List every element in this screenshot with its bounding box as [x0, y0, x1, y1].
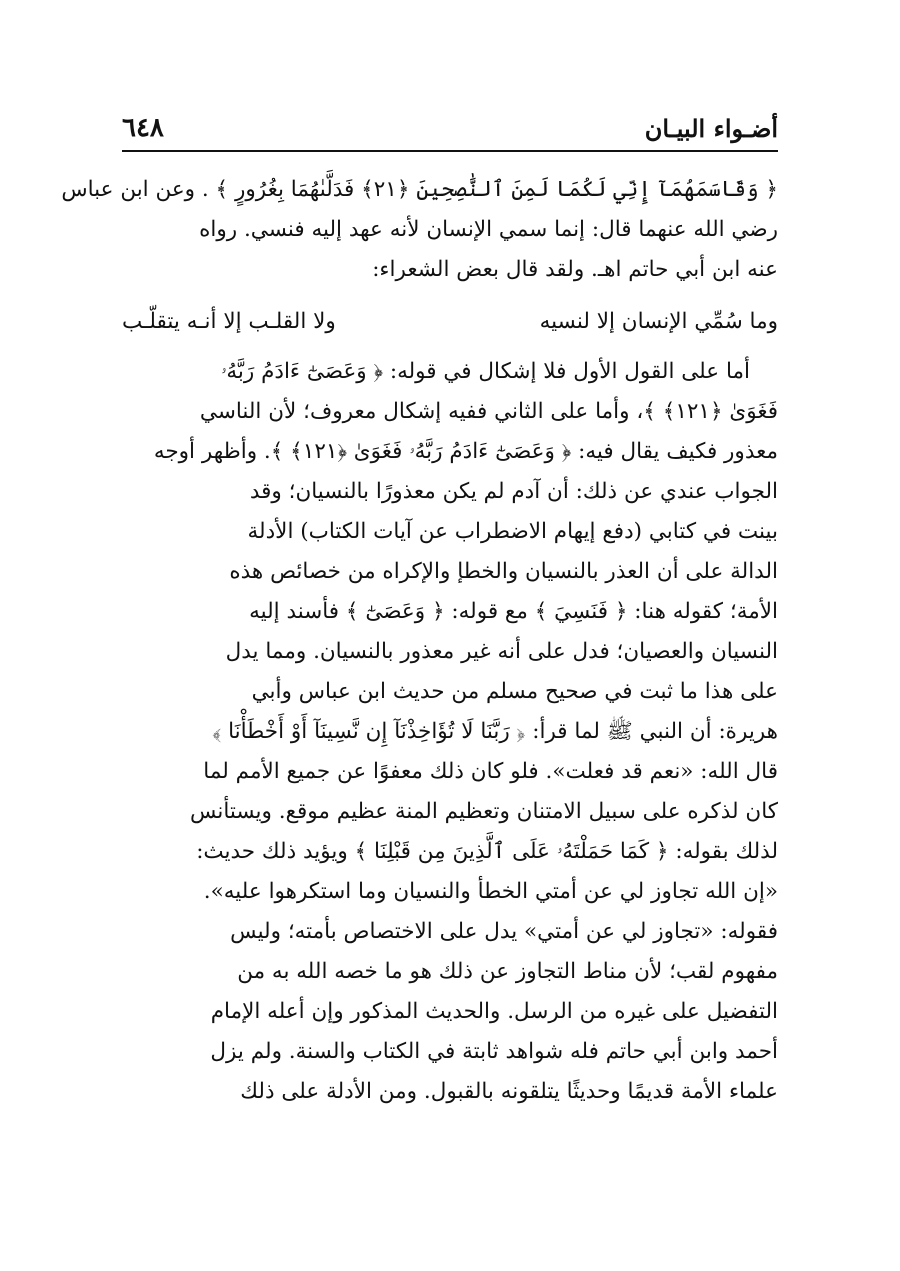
text-line: ﴿ وَقَاسَمَهُمَآ إِنِّي لَكُمَا لَمِنَ ٱلنَّٰصِحِينَ ﴿٢١﴾ فَدَلَّىٰهُمَا بِغُرُورٍ ﴾ . وعن ابن عباس [61, 177, 778, 202]
poem-hemistich-left: ولا القلـب إلا أنـه يتقلّـب [122, 309, 336, 334]
text-line: الدالة على أن العذر بالنسيان والخطإ والإكراه من خصائص هذه [229, 559, 778, 584]
text-line: مفهوم لقب؛ لأن مناط التجاوز عن ذلك هو ما خصه الله به من [237, 959, 778, 984]
text-line: معذور فكيف يقال فيه: ﴿ وَعَصَىٰٓ ءَادَمُ رَبَّهُۥ فَغَوَىٰ ﴿١٢١﴾ ﴾. وأظهر أوجه [153, 439, 778, 464]
text-line: رضي الله عنهما قال: إنما سمي الإنسان لأنه عهد إليه فنسي. رواه [199, 217, 778, 242]
text-line: كان لذكره على سبيل الامتنان وتعظيم المنة عظيم موقع. ويستأنس [189, 799, 778, 824]
text-line: قال الله: «نعم قد فعلت». فلو كان ذلك معفوًا عن جميع الأمم لما [203, 759, 778, 784]
page-body [61, 170, 778, 1112]
text-line: التفضيل على غيره من الرسل. والحديث المذكور وإن أعله الإمام [210, 999, 778, 1024]
poem-hemistich-right: وما سُمِّي الإنسان إلا لنسيه [539, 309, 778, 334]
text-line: أما على القول الأول فلا إشكال في قوله: ﴿ وَعَصَىٰٓ ءَادَمُ رَبَّهُۥ [220, 359, 750, 384]
text-line: بينت في كتابي (دفع إيهام الاضطراب عن آيات الكتاب) الأدلة [247, 519, 778, 544]
text-line: عنه ابن أبي حاتم اهـ. ولقد قال بعض الشعراء: [372, 257, 778, 282]
text-line: لذلك بقوله: ﴿ كَمَا حَمَلْتَهُۥ عَلَى ٱلَّذِينَ مِن قَبْلِنَا ﴾ ويؤيد ذلك حديث: [196, 839, 778, 864]
header-rule [122, 150, 778, 152]
book-title: أضـواء البيـان [644, 113, 778, 143]
text-line: فَغَوَىٰ ﴿١٢١﴾ ﴾، وأما على الثاني ففيه إشكال معروف؛ لأن الناسي [199, 399, 778, 424]
text-line: على هذا ما ثبت في صحيح مسلم من حديث ابن عباس وأبي [251, 679, 778, 704]
text-line: الجواب عندي عن ذلك: أن آدم لم يكن معذورًا بالنسيان؛ وقد [249, 479, 778, 504]
text-line: النسيان والعصيان؛ فدل على أنه غير معذور بالنسيان. ومما يدل [225, 639, 778, 664]
page-number: ٦٤٨ [122, 113, 164, 143]
text-line: أحمد وابن أبي حاتم فله شواهد ثابتة في الكتاب والسنة. ولم يزل [210, 1039, 778, 1064]
running-header [122, 108, 778, 148]
text-line: هريرة: أن النبي ﷺ لما قرأ: ﴿ رَبَّنَا لَا تُؤَاخِذْنَآ إِن نَّسِينَآ أَوْ أَخْطَأْنَا ﴾ [212, 719, 778, 744]
text-line: الأمة؛ كقوله هنا: ﴿ فَنَسِيَ ﴾ مع قوله: ﴿ وَعَصَىٰٓ ﴾ فأسند إليه [249, 599, 778, 624]
poem-verse [122, 302, 778, 342]
text-line: علماء الأمة قديمًا وحديثًا يتلقونه بالقبول. ومن الأدلة على ذلك [240, 1079, 778, 1104]
text-line: فقوله: «تجاوز لي عن أمتي» يدل على الاختصاص بأمته؛ وليس [230, 919, 778, 944]
text-line: «إن الله تجاوز لي عن أمتي الخطأ والنسيان وما استكرهوا عليه». [203, 879, 778, 904]
